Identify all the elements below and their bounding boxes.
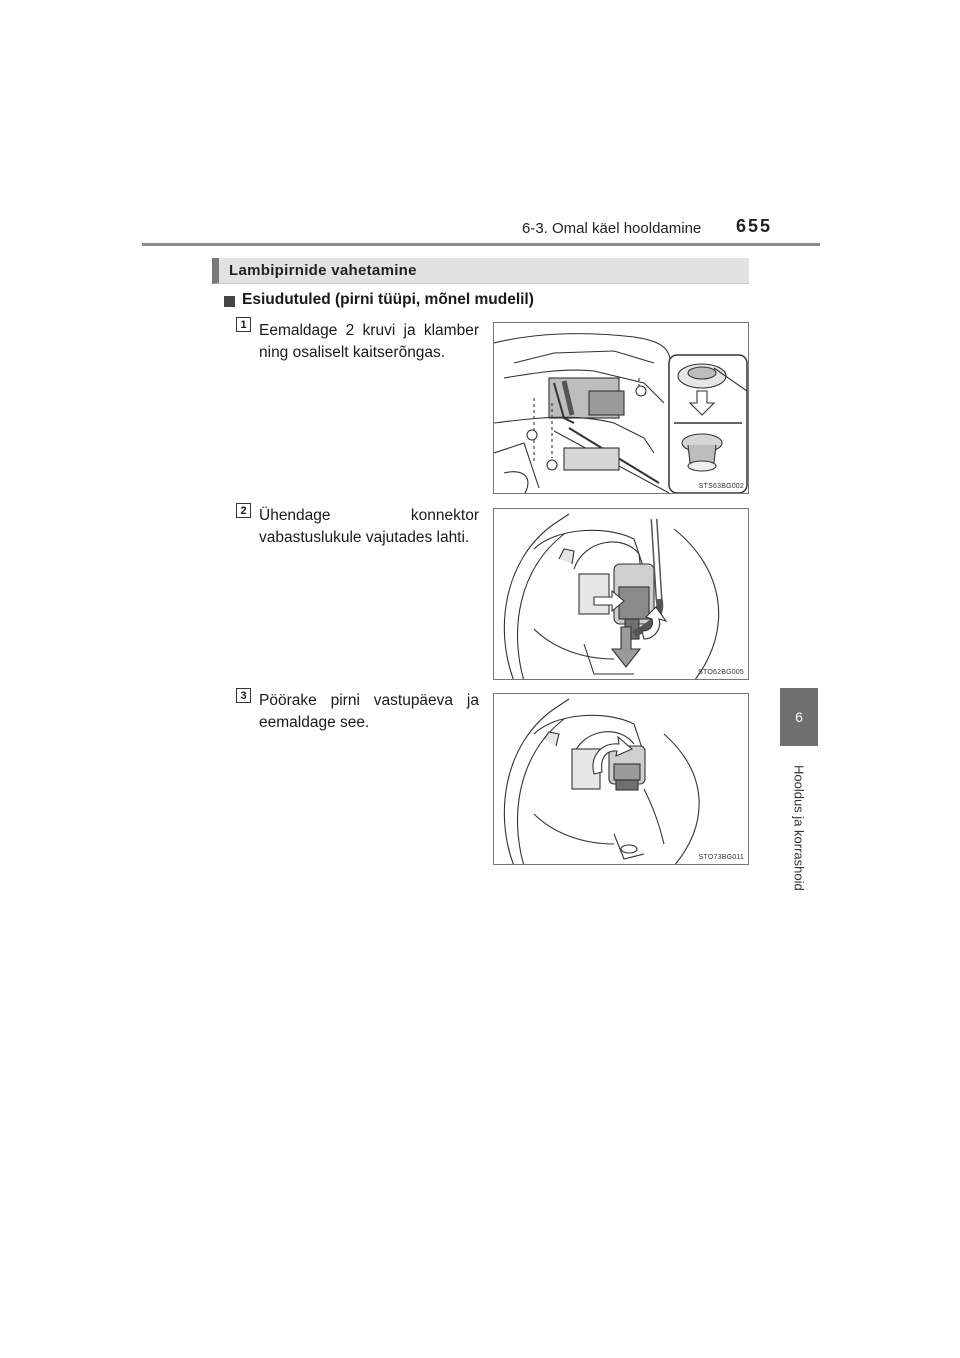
- figure-code-1: STS63BG002: [698, 483, 744, 490]
- figure-step-1: [493, 322, 749, 494]
- page-number: 655: [736, 216, 773, 236]
- section-title: Lambipirnide vahetamine: [229, 262, 417, 279]
- connector-release-illustration: [494, 509, 749, 680]
- step-number-3: 3: [236, 688, 251, 703]
- bumper-screws-illustration: [494, 323, 749, 494]
- chapter-tab: 6: [780, 688, 818, 746]
- step-number-2: 2: [236, 503, 251, 518]
- section-breadcrumb: 6-3. Omal käel hooldamine: [522, 220, 702, 237]
- step-text-1: Eemaldage 2 kruvi ja klamber ning osaliselt kaitserõngas.: [259, 322, 479, 361]
- figure-step-2: [493, 508, 749, 680]
- subheading: Esiudutuled (pirni tüüpi, mõnel mudelil): [242, 291, 534, 308]
- bulb-rotate-illustration: [494, 694, 749, 865]
- figure-step-3: [493, 693, 749, 865]
- header-divider: [142, 243, 820, 246]
- figure-code-3: STO73BG011: [698, 854, 744, 861]
- step-number-1: 1: [236, 317, 251, 332]
- section-title-bar: [212, 258, 749, 284]
- chapter-label-text: Hooldus ja korrashoid: [791, 765, 807, 891]
- figure-code-2: STO62BG005: [698, 669, 744, 676]
- step-text-2: Ühendage konnektor vabastuslukule vajutades lahti.: [259, 507, 479, 546]
- square-bullet-icon: [224, 296, 235, 307]
- step-text-3: Pöörake pirni vastupäeva ja eemaldage see.: [259, 692, 479, 731]
- chapter-label: [770, 758, 828, 898]
